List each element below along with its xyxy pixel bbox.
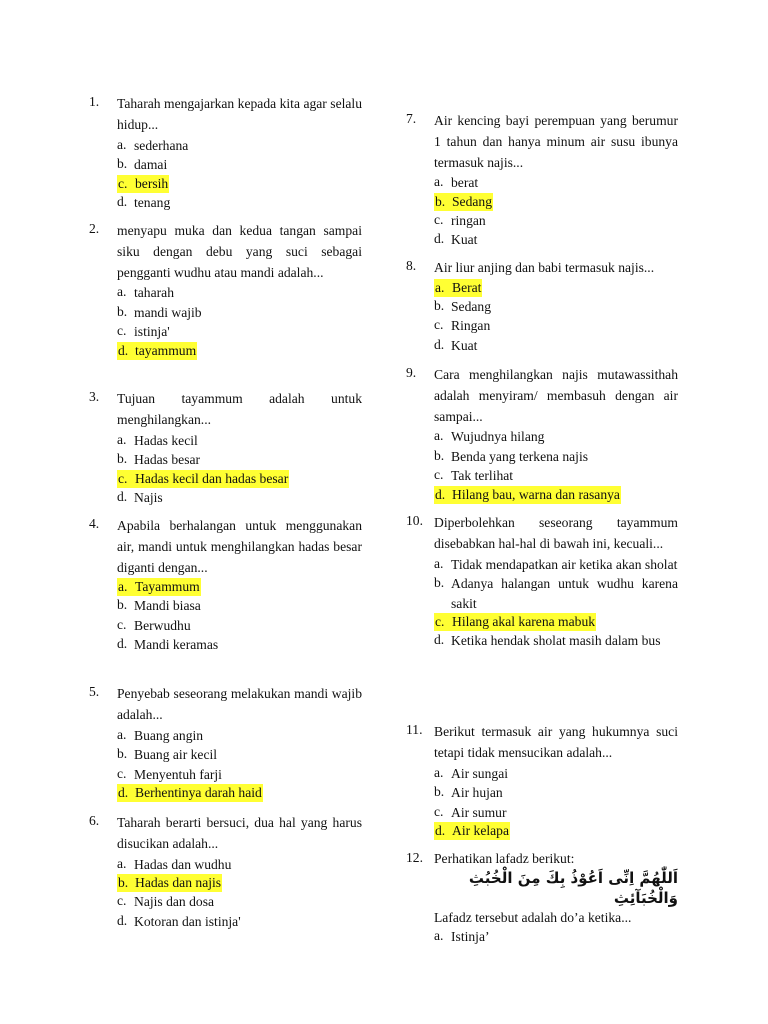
option-c: c. bersih <box>118 175 169 191</box>
answer-highlight: tayammum <box>135 342 197 358</box>
question-stem: Taharah berarti bersuci, dua hal yang harus disucikan adalah... <box>117 815 362 851</box>
answer-highlight: Berat <box>452 279 482 295</box>
answer-highlight: Tayammum <box>135 579 200 595</box>
question-stem: Air liur anjing dan babi termasuk najis... <box>434 260 655 275</box>
option-b: b. Buang air kecil <box>117 746 218 763</box>
question-stem: Berikut termasuk air yang hukumnya suci tetapi tidak mensucikan adalah... <box>434 724 678 760</box>
answer-highlight: Hadas kecil dan hadas besar <box>135 470 289 486</box>
question-11 <box>406 722 678 840</box>
question-stem: menyapu muka dan kedua tangan sampai siku dengan debu yang suci sebagai pengganti wudhu atau mandi adalah... <box>117 223 362 280</box>
question-stem: Penyebab seseorang melakukan mandi wajib adalah... <box>117 686 362 722</box>
option-c: c. Tak terlihat <box>434 467 514 484</box>
question-number: 5. <box>89 684 100 699</box>
question-12 <box>406 850 678 947</box>
option-a: a. Air sungai <box>434 764 509 781</box>
option-b: b. Sedang <box>434 297 492 314</box>
option-c: c. Hadas kecil dan hadas besar <box>118 470 289 486</box>
option-d: d. Hilang bau, warna dan rasanya <box>435 486 620 502</box>
option-c: c. Najis dan dosa <box>117 893 215 910</box>
option-b: b. Sedang <box>435 193 493 209</box>
option-b: b. Adanya halangan untuk wudhu karena sakit <box>434 575 678 611</box>
question-number: 4. <box>89 516 100 531</box>
option-d: d. Kuat <box>434 336 478 353</box>
question-stem-continued: Lafadz tersebut adalah do’a ketika... <box>434 910 632 925</box>
answer-highlight: bersih <box>135 175 169 191</box>
option-a: a. Tayammum <box>118 579 200 595</box>
option-b: b. Mandi biasa <box>117 597 201 614</box>
option-b: b. damai <box>117 156 168 173</box>
option-c: c. Berwudhu <box>117 616 191 633</box>
option-d: d. Ketika hendak sholat masih dalam bus <box>434 632 661 649</box>
question-6 <box>89 813 362 931</box>
option-d: d. Najis <box>117 488 163 505</box>
option-c: c. Hilang akal karena mabuk <box>435 614 596 630</box>
answer-highlight: Hilang akal karena mabuk <box>452 614 596 630</box>
question-4 <box>89 516 362 655</box>
question-5 <box>89 684 362 802</box>
option-a: a. Hadas kecil <box>117 431 198 448</box>
option-d: d. Air kelapa <box>435 823 509 839</box>
option-b: b. Hadas besar <box>117 451 201 468</box>
question-stem: Diperbolehkan seseorang tayammum disebabkan hal-hal di bawah ini, kecuali... <box>434 515 678 551</box>
question-stem: Perhatikan lafadz berikut: <box>434 851 575 866</box>
option-b: b. Hadas dan najis <box>118 875 222 891</box>
question-number: 12. <box>406 850 423 865</box>
option-a: a. Berat <box>435 279 482 295</box>
question-number: 11. <box>406 722 423 737</box>
option-a: a. Wujudnya hilang <box>434 428 545 445</box>
arabic-prayer-text: اَللّٰهُمَّ اِنِّى اَعُوْذُ بِكَ مِنَ الْخُبُثِ وَالْخُبَآئِثِ <box>468 869 678 907</box>
option-a: a. Buang angin <box>117 726 204 743</box>
answer-highlight: Air kelapa <box>452 823 509 839</box>
option-c: c. ringan <box>434 211 486 228</box>
question-number: 6. <box>89 813 100 828</box>
question-stem: Tujuan tayammum adalah untuk menghilangkan... <box>117 391 362 427</box>
question-1 <box>89 94 362 212</box>
question-3 <box>89 389 362 507</box>
option-d: d. tenang <box>117 193 171 210</box>
question-10 <box>406 513 678 651</box>
question-stem: Cara menghilangkan najis mutawassithah adalah menyiram/ membasuh dengan air sampai... <box>434 367 678 424</box>
option-a: a. taharah <box>117 284 174 301</box>
option-b: b. Air hujan <box>434 784 503 801</box>
answer-highlight: Hilang bau, warna dan rasanya <box>452 486 620 502</box>
option-c: c. Menyentuh farji <box>117 765 222 782</box>
question-stem: Air kencing bayi perempuan yang berumur 1 tahun dan hanya minum air susu ibunya termasuk najis... <box>434 113 678 170</box>
option-c: c. istinja' <box>117 323 170 340</box>
option-a: a. berat <box>434 174 479 191</box>
question-number: 10. <box>406 513 423 528</box>
option-a: a. Hadas dan wudhu <box>117 855 232 872</box>
question-stem: Apabila berhalangan untuk menggunakan air, mandi untuk menghilangkan hadas besar diganti dengan... <box>117 518 362 575</box>
question-number: 7. <box>406 111 417 126</box>
option-d: d. Kotoran dan istinja' <box>117 912 241 929</box>
question-2 <box>89 221 362 360</box>
question-number: 2. <box>89 221 100 236</box>
answer-highlight: Hadas dan najis <box>135 875 222 891</box>
option-d: d. Berhentinya darah haid <box>118 785 262 801</box>
question-number: 3. <box>89 389 100 404</box>
answer-highlight: Sedang <box>452 193 493 209</box>
option-b: b. Benda yang terkena najis <box>434 447 589 464</box>
option-a: a. Tidak mendapatkan air ketika akan sholat <box>434 555 678 572</box>
option-d: d. Kuat <box>434 231 478 248</box>
question-stem: Taharah mengajarkan kepada kita agar selalu hidup... <box>117 96 362 132</box>
option-a: a. Istinja’ <box>434 928 490 944</box>
option-c: c. Ringan <box>434 317 491 334</box>
option-c: c. Air sumur <box>434 803 507 820</box>
question-7 <box>406 111 678 250</box>
option-a: a. sederhana <box>117 136 189 153</box>
question-number: 1. <box>89 94 100 109</box>
option-d: d. Mandi keramas <box>117 636 219 653</box>
option-b: b. mandi wajib <box>117 303 202 320</box>
question-number: 9. <box>406 365 417 380</box>
question-number: 8. <box>406 258 417 273</box>
option-d: d. tayammum <box>118 342 197 358</box>
question-9 <box>406 365 678 504</box>
question-8 <box>406 258 678 355</box>
answer-highlight: Berhentinya darah haid <box>135 785 262 801</box>
